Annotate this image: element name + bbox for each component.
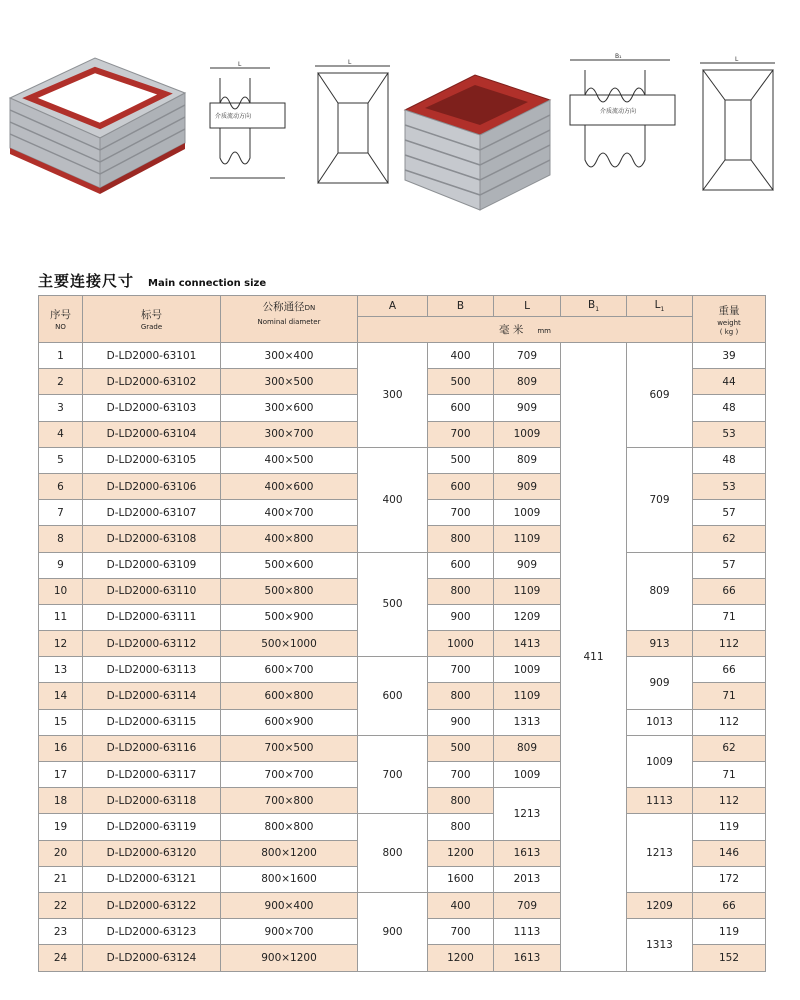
table-row <box>39 814 766 840</box>
cell-b: 700 <box>428 500 494 526</box>
cell-b: 1200 <box>428 945 494 971</box>
cell-b: 1000 <box>428 631 494 657</box>
cell-weight: 48 <box>693 447 766 473</box>
cell-grade: D-LD2000-63108 <box>83 526 221 552</box>
title-en: Main connection size <box>148 278 267 289</box>
svg-text:L: L <box>238 61 242 68</box>
cell-grade: D-LD2000-63116 <box>83 735 221 761</box>
cell-b: 500 <box>428 447 494 473</box>
cell-weight: 71 <box>693 604 766 630</box>
cell-no: 20 <box>39 840 83 866</box>
cell-weight: 66 <box>693 657 766 683</box>
cell-dn: 700×800 <box>221 788 358 814</box>
cell-dn: 300×400 <box>221 343 358 369</box>
cell-dn: 500×800 <box>221 578 358 604</box>
cell-b: 800 <box>428 683 494 709</box>
cell-l1: 1209 <box>627 892 693 918</box>
cell-grade: D-LD2000-63107 <box>83 500 221 526</box>
cell-grade: D-LD2000-63103 <box>83 395 221 421</box>
cell-weight: 112 <box>693 788 766 814</box>
cell-weight: 146 <box>693 840 766 866</box>
cell-no: 4 <box>39 421 83 447</box>
cell-weight: 172 <box>693 866 766 892</box>
cell-b: 400 <box>428 892 494 918</box>
header-l1: $L_1$ <box>627 296 693 317</box>
cell-weight: 57 <box>693 500 766 526</box>
cell-no: 2 <box>39 369 83 395</box>
plan-drawing-2 <box>695 55 785 205</box>
cell-b: 800 <box>428 814 494 840</box>
cell-grade: D-LD2000-63114 <box>83 683 221 709</box>
cell-b: 700 <box>428 919 494 945</box>
cell-l: 1009 <box>494 657 561 683</box>
connection-size-table <box>38 295 766 972</box>
cell-no: 9 <box>39 552 83 578</box>
cell-l: 1113 <box>494 919 561 945</box>
table-row <box>39 552 766 578</box>
cell-dn: 500×1000 <box>221 631 358 657</box>
svg-text:L: L <box>348 59 352 66</box>
cell-b1: 411 <box>561 343 627 972</box>
cell-l: 909 <box>494 473 561 499</box>
cell-l: 709 <box>494 343 561 369</box>
cell-weight: 112 <box>693 709 766 735</box>
plan-drawing-1 <box>310 58 400 198</box>
cell-b: 1200 <box>428 840 494 866</box>
cell-grade: D-LD2000-63118 <box>83 788 221 814</box>
cell-dn: 900×700 <box>221 919 358 945</box>
cell-no: 18 <box>39 788 83 814</box>
cell-b: 600 <box>428 552 494 578</box>
cell-l: 1009 <box>494 421 561 447</box>
cell-grade: D-LD2000-63115 <box>83 709 221 735</box>
cell-no: 21 <box>39 866 83 892</box>
product-image-strip <box>0 40 800 220</box>
svg-text:介质流动方向: 介质流动方向 <box>215 113 252 120</box>
cell-no: 6 <box>39 473 83 499</box>
cell-weight: 39 <box>693 343 766 369</box>
cell-no: 15 <box>39 709 83 735</box>
cell-dn: 600×900 <box>221 709 358 735</box>
cell-weight: 66 <box>693 892 766 918</box>
cell-l1: 913 <box>627 631 693 657</box>
cell-l: 1213 <box>494 788 561 840</box>
cell-weight: 119 <box>693 814 766 840</box>
header-a: A <box>358 296 428 317</box>
cell-b: 500 <box>428 735 494 761</box>
cell-dn: 400×800 <box>221 526 358 552</box>
cell-weight: 57 <box>693 552 766 578</box>
cell-a: 800 <box>358 814 428 893</box>
header-l: L <box>494 296 561 317</box>
cell-l1: 609 <box>627 343 693 448</box>
expansion-joint-photo-1 <box>0 48 190 198</box>
cell-no: 22 <box>39 892 83 918</box>
cell-no: 19 <box>39 814 83 840</box>
cell-grade: D-LD2000-63122 <box>83 892 221 918</box>
cell-weight: 119 <box>693 919 766 945</box>
cell-no: 17 <box>39 762 83 788</box>
cell-weight: 112 <box>693 631 766 657</box>
cell-b: 500 <box>428 369 494 395</box>
cell-grade: D-LD2000-63124 <box>83 945 221 971</box>
cell-weight: 53 <box>693 421 766 447</box>
cell-l: 809 <box>494 735 561 761</box>
cell-dn: 800×800 <box>221 814 358 840</box>
cell-dn: 400×600 <box>221 473 358 499</box>
cell-l: 1413 <box>494 631 561 657</box>
cell-dn: 500×900 <box>221 604 358 630</box>
cell-dn: 800×1200 <box>221 840 358 866</box>
table-row <box>39 447 766 473</box>
cell-weight: 62 <box>693 735 766 761</box>
cell-b: 600 <box>428 473 494 499</box>
cell-a: 900 <box>358 892 428 971</box>
cell-weight: 62 <box>693 526 766 552</box>
title-zh: 主要连接尺寸 <box>38 272 135 290</box>
cell-grade: D-LD2000-63102 <box>83 369 221 395</box>
cell-dn: 500×600 <box>221 552 358 578</box>
cell-b: 900 <box>428 604 494 630</box>
cell-a: 600 <box>358 657 428 736</box>
cell-grade: D-LD2000-63119 <box>83 814 221 840</box>
cell-grade: D-LD2000-63111 <box>83 604 221 630</box>
cell-grade: D-LD2000-63120 <box>83 840 221 866</box>
cell-dn: 800×1600 <box>221 866 358 892</box>
section-title <box>38 270 266 292</box>
cell-l1: 1009 <box>627 735 693 787</box>
cell-weight: 44 <box>693 369 766 395</box>
cell-l: 1109 <box>494 683 561 709</box>
cell-weight: 66 <box>693 578 766 604</box>
cell-grade: D-LD2000-63113 <box>83 657 221 683</box>
cell-no: 7 <box>39 500 83 526</box>
table-row <box>39 343 766 369</box>
cell-l: 1109 <box>494 526 561 552</box>
cell-b: 800 <box>428 578 494 604</box>
cell-b: 700 <box>428 657 494 683</box>
table-row <box>39 657 766 683</box>
cell-grade: D-LD2000-63101 <box>83 343 221 369</box>
cell-grade: D-LD2000-63112 <box>83 631 221 657</box>
cell-l: 809 <box>494 369 561 395</box>
cell-b: 900 <box>428 709 494 735</box>
header-b: B <box>428 296 494 317</box>
table-row <box>39 735 766 761</box>
cell-no: 8 <box>39 526 83 552</box>
cell-dn: 400×700 <box>221 500 358 526</box>
cell-grade: D-LD2000-63123 <box>83 919 221 945</box>
cell-b: 600 <box>428 395 494 421</box>
cell-dn: 900×400 <box>221 892 358 918</box>
cell-dn: 700×500 <box>221 735 358 761</box>
cell-b: 700 <box>428 421 494 447</box>
cell-a: 700 <box>358 735 428 814</box>
header-unit: 毫 米 mm <box>358 317 693 343</box>
cell-no: 10 <box>39 578 83 604</box>
cell-grade: D-LD2000-63110 <box>83 578 221 604</box>
cell-l: 1009 <box>494 762 561 788</box>
cell-dn: 300×600 <box>221 395 358 421</box>
cell-dn: 600×800 <box>221 683 358 709</box>
cell-l: 909 <box>494 395 561 421</box>
cell-l: 1613 <box>494 945 561 971</box>
cell-grade: D-LD2000-63121 <box>83 866 221 892</box>
cell-dn: 300×700 <box>221 421 358 447</box>
cell-b: 800 <box>428 526 494 552</box>
cell-dn: 700×700 <box>221 762 358 788</box>
section-drawing-2 <box>560 50 690 200</box>
cell-b: 800 <box>428 788 494 814</box>
svg-text:介质流动方向: 介质流动方向 <box>600 108 637 115</box>
header-weight: 重量 weight ( kg ) <box>693 296 766 343</box>
cell-l: 909 <box>494 552 561 578</box>
cell-grade: D-LD2000-63106 <box>83 473 221 499</box>
cell-l1: 709 <box>627 447 693 552</box>
cell-no: 13 <box>39 657 83 683</box>
cell-b: 700 <box>428 762 494 788</box>
cell-l: 1209 <box>494 604 561 630</box>
cell-grade: D-LD2000-63105 <box>83 447 221 473</box>
header-dn: 公称通径DN <box>221 296 358 317</box>
header-b1: $B_1$ <box>561 296 627 317</box>
cell-grade: D-LD2000-63109 <box>83 552 221 578</box>
expansion-joint-photo-2 <box>400 70 560 220</box>
cell-a: 300 <box>358 343 428 448</box>
cell-l1: 1013 <box>627 709 693 735</box>
cell-l1: 1313 <box>627 919 693 971</box>
cell-dn: 300×500 <box>221 369 358 395</box>
cell-no: 1 <box>39 343 83 369</box>
table-body <box>39 343 766 972</box>
cell-l: 1009 <box>494 500 561 526</box>
cell-b: 1600 <box>428 866 494 892</box>
cell-weight: 53 <box>693 473 766 499</box>
cell-no: 16 <box>39 735 83 761</box>
cell-weight: 48 <box>693 395 766 421</box>
section-drawing-1 <box>200 58 300 198</box>
cell-no: 12 <box>39 631 83 657</box>
cell-l: 1613 <box>494 840 561 866</box>
cell-l1: 1113 <box>627 788 693 814</box>
cell-no: 23 <box>39 919 83 945</box>
cell-l1: 909 <box>627 657 693 709</box>
svg-text:B₁: B₁ <box>615 53 622 60</box>
cell-l1: 1213 <box>627 814 693 893</box>
cell-no: 14 <box>39 683 83 709</box>
cell-dn: 900×1200 <box>221 945 358 971</box>
cell-l: 709 <box>494 892 561 918</box>
cell-grade: D-LD2000-63104 <box>83 421 221 447</box>
cell-no: 5 <box>39 447 83 473</box>
cell-dn: 600×700 <box>221 657 358 683</box>
header-grade: 标号 Grade <box>83 296 221 343</box>
cell-weight: 71 <box>693 683 766 709</box>
cell-l: 1313 <box>494 709 561 735</box>
header-dn-en: Nominal diameter <box>221 317 358 343</box>
cell-a: 500 <box>358 552 428 657</box>
cell-no: 3 <box>39 395 83 421</box>
cell-no: 11 <box>39 604 83 630</box>
svg-text:L: L <box>735 56 739 63</box>
cell-l: 2013 <box>494 866 561 892</box>
cell-grade: D-LD2000-63117 <box>83 762 221 788</box>
cell-l: 1109 <box>494 578 561 604</box>
cell-l: 809 <box>494 447 561 473</box>
header-no: 序号 NO <box>39 296 83 343</box>
cell-l1: 809 <box>627 552 693 631</box>
cell-no: 24 <box>39 945 83 971</box>
cell-weight: 71 <box>693 762 766 788</box>
cell-a: 400 <box>358 447 428 552</box>
table-row <box>39 892 766 918</box>
cell-b: 400 <box>428 343 494 369</box>
cell-dn: 400×500 <box>221 447 358 473</box>
cell-weight: 152 <box>693 945 766 971</box>
